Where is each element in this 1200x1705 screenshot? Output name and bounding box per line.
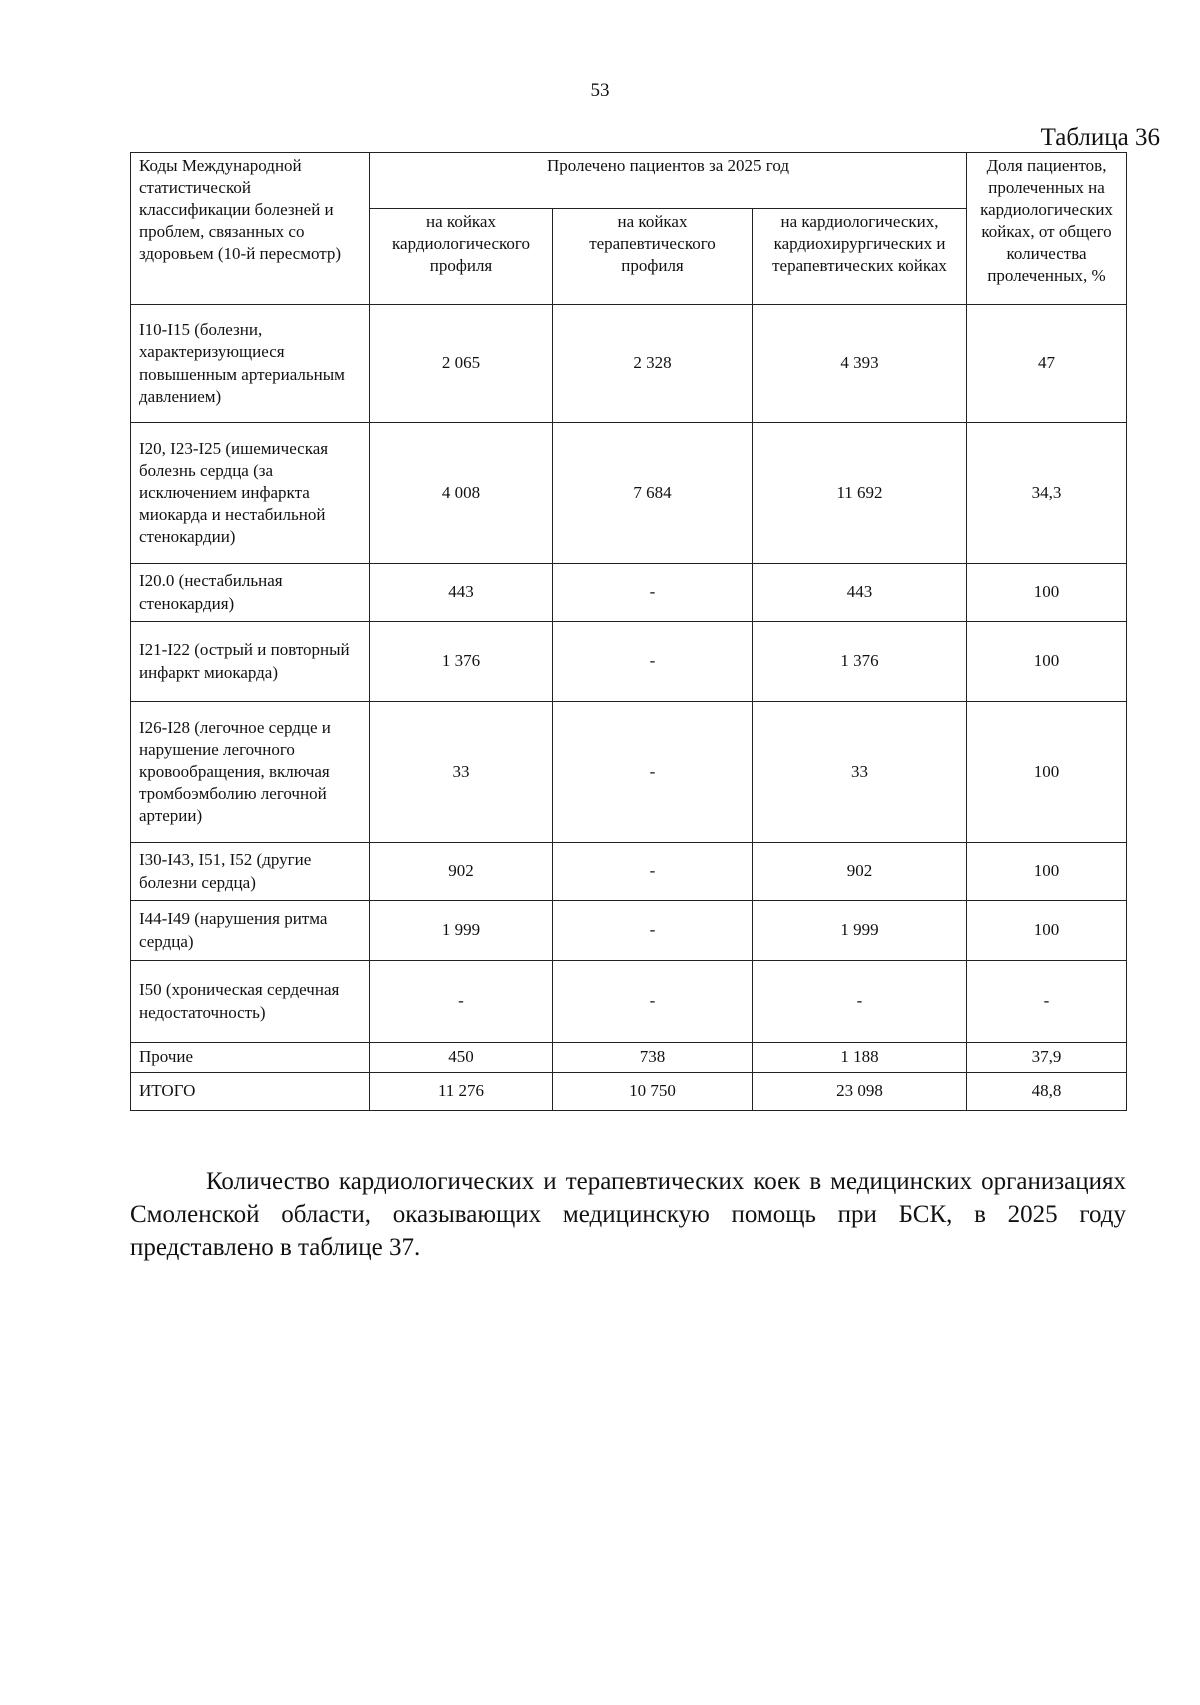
row-cardio: 2 065 [370,305,553,423]
header-codes: Коды Международной статистической классификации болезней и проблем, связанных со здоровьем (10-й пересмотр) [131,153,370,305]
row-cardio: - [370,961,553,1043]
table-row [131,702,1127,843]
row-total: 1 188 [753,1043,967,1073]
row-code: I10-I15 (болезни, характеризующиеся повышенным артериальным давлением) [131,305,370,423]
row-share: 37,9 [967,1043,1127,1073]
row-total: 33 [753,702,967,843]
row-code: I44-I49 (нарушения ритма сердца) [131,901,370,961]
page-number: 53 [590,80,610,101]
row-code: I26-I28 (легочное сердце и нарушение легочного кровообращения, включая тромбоэмболию легочной артерии) [131,702,370,843]
table-row [131,305,1127,423]
row-total: 1 999 [753,901,967,961]
row-code: I20.0 (нестабильная стенокардия) [131,564,370,622]
row-therapy: 2 328 [553,305,753,423]
row-share: 100 [967,564,1127,622]
table-row [131,564,1127,622]
table-caption: Таблица 36 [1040,124,1160,151]
row-total: - [753,961,967,1043]
row-therapy: - [553,843,753,901]
row-total: 902 [753,843,967,901]
row-code: Прочие [131,1043,370,1073]
row-therapy: 7 684 [553,423,753,564]
row-cardio: 450 [370,1043,553,1073]
table-row [131,622,1127,702]
row-share: - [967,961,1127,1043]
row-cardio: 443 [370,564,553,622]
header-therapy: на койках терапевтического профиля [553,209,753,305]
row-code: I30-I43, I51, I52 (другие болезни сердца) [131,843,370,901]
row-therapy: - [553,702,753,843]
row-therapy: 738 [553,1043,753,1073]
row-cardio: 33 [370,702,553,843]
table-row [131,961,1127,1043]
patients-table [130,152,1127,1111]
row-therapy: - [553,961,753,1043]
row-share: 100 [967,901,1127,961]
header-total: на кардиологических, кардиохирургических и терапевтических койках [753,209,967,305]
row-total: 1 376 [753,622,967,702]
row-cardio: 4 008 [370,423,553,564]
row-therapy: 10 750 [553,1073,753,1111]
row-cardio: 902 [370,843,553,901]
row-code: I50 (хроническая сердечная недостаточность) [131,961,370,1043]
header-cardio: на койках кардиологического профиля [370,209,553,305]
row-therapy: - [553,564,753,622]
row-share: 34,3 [967,423,1127,564]
row-total: 11 692 [753,423,967,564]
row-code: ИТОГО [131,1073,370,1111]
table-row [131,423,1127,564]
table-row [131,843,1127,901]
row-share: 100 [967,622,1127,702]
row-therapy: - [553,622,753,702]
row-total: 23 098 [753,1073,967,1111]
table-row-total [131,1073,1127,1111]
row-cardio: 1 999 [370,901,553,961]
body-paragraph: Количество кардиологических и терапевтических коек в медицинских организациях Смоленской области, оказывающих медицинскую помощь при БСК, в 2025 году представлено в таблице 37. [130,1168,1126,1261]
header-share: Доля пациентов, пролеченных на кардиологических койках, от общего количества пролеченных, % [967,153,1127,305]
table-row [131,901,1127,961]
header-group: Пролечено пациентов за 2025 год [370,153,967,209]
row-total: 4 393 [753,305,967,423]
row-code: I21-I22 (острый и повторный инфаркт миокарда) [131,622,370,702]
row-cardio: 11 276 [370,1073,553,1111]
row-share: 100 [967,843,1127,901]
row-code: I20, I23-I25 (ишемическая болезнь сердца (за исключением инфаркта миокарда и нестабильной стенокардии) [131,423,370,564]
table-row [131,1043,1127,1073]
row-total: 443 [753,564,967,622]
row-cardio: 1 376 [370,622,553,702]
row-share: 48,8 [967,1073,1127,1111]
row-share: 47 [967,305,1127,423]
row-share: 100 [967,702,1127,843]
row-therapy: - [553,901,753,961]
